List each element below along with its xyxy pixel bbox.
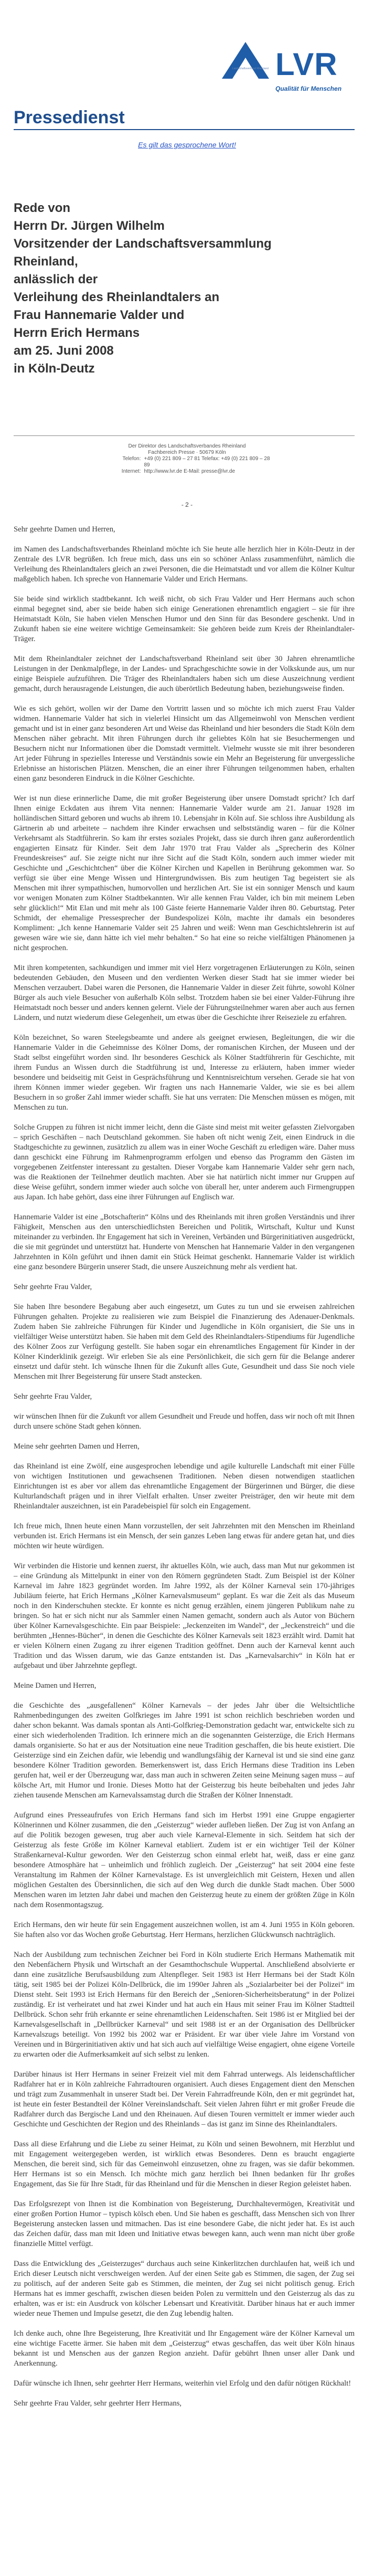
phone-value: +49 (0) 221 809 – 27 81 Telefax: +49 (0) 221 809 – 28 89	[144, 456, 270, 468]
page-title: Pressedienst	[14, 108, 125, 127]
lvr-logo	[217, 37, 342, 105]
title-line: Vorsitzender der Landschaftsversammlung Rheinland,	[14, 237, 272, 269]
paragraph: Aufgrund eines Presseaufrufes von Erich Hermans fand sich im Herbst 1991 eine Gruppe engagierter Kölnerinnen und Kölner zusammen, die den „Geisterzug“ wieder aufleben ließen. Der Zug ist von Anfang an auf die Politik bezogen gewesen, trug aber auch viele Karneval-Elemente in sich. Seitdem hat sich der Geisterzug als feste Größe im Kölner Karneval etabliert. Zudem ist er ein wichtiger Teil der Kölner Straßenkarneval-Kultur geworden. Wer den Geisterzug schon einmal erlebt hat, weiß, dass er eine ganz besondere Atmosphäre hat – unheimlich und fröhlich zugleich. Der „Geisterzug“ hat seit 2004 eine feste Veranstaltung im Rahmen der Kölner Karnevalstage. Es ist unvergleichlich mit Geistern, Hexen und allen möglichen Gestalten des Übersinnlichen, die sich auf den Weg durch die dunkle Stadt machen. Über 5000 Menschen waren im letzten Jahr dabei und machen den Geisterzug heute zu einem der größten Züge in Köln nach dem Rosenmontagszug.	[14, 1811, 355, 1909]
paragraph: Sie haben Ihre besondere Begabung aber auch eingesetzt, um Gutes zu tun und sie erweisen zahlreichen Führungen gehalten. Projekte zu realisieren wie zum Beispiel die Finanzierung des Adenauer-Denkmals. Zudem haben Sie zahlreiche Führungen für Kinder und Jugendliche in Köln organisiert, die Sie uns in vielfältiger Weise unterstützt haben. Sie haben mit dem Geld des Rheinlandtalers-Stipendiums für Jugendliche des Kölner Zoos zur Verfügung gestellt. Sie haben sogar ein ehrenamtliches Engagement für Kinder in der Kölner Kinderklinik gezeigt. Wir erleben Sie als eine Persönlichkeit, die sich gern für die Belange anderer einsetzt und dafür steht. Ich wünsche Ihnen für die Zukunft alles Gute, Gesundheit und dass Sie noch viele Menschen mit Ihrer Begeisterung für unsere Stadt anstecken.	[14, 1303, 355, 1381]
contact-department: Fachbereich Presse · 50679 Köln	[148, 450, 226, 455]
contact-divider	[14, 435, 355, 436]
paragraph: Köln bezeichnet, So waren Steelegsbeamte und andere als geeignet erwiesen, Begleitungen, die wir die Hannemarie Valder in die Geheimnisse des Kölner Doms, der romanischen Kirchen, der Museen und der Stadt selbst eingeführt worden sind. Ihr besonderes Geschick als Kölner Stadtführerin für Geschichte, mit ihrem Fundus an Wissen durch die Stadtführung ist und, Interesse zu erläutern, haben immer wieder besondere und beidseitig mit Geist in Gesprächsführung und Kenntnisreichtum versehen. Gerade sie hat von ihrem Können immer wieder gegeben. Wir fragten uns nach Hannemarie Valder, wie sie es bei allem Besuchern in so großer Zahl immer wieder schafft. Sie hat uns verraten: Die Menschen müssen es mögen, mit Menschen zu tun.	[14, 1034, 355, 1112]
title-line: am 25. Juni 2008	[14, 344, 114, 358]
paragraph: Ich freue mich, Ihnen heute einen Mann vorzustellen, der seit Jahrzehnten mit den Menschen im Rheinland verbunden ist. Erich Hermans ist ein Mensch, der sein ganzes Leben lang etwas für andere getan hat, und dies möchten wir heute würdigen.	[14, 1522, 355, 1550]
paragraph: Sehr geehrte Frau Valder,	[14, 1283, 92, 1291]
signoff-salutation: Dafür wünsche ich Ihnen, sehr geehrter Herr Hermans, weiterhin viel Erfolg und den dafür nötigen Rückhalt!	[14, 2379, 351, 2388]
paragraph: Dass die Entwicklung des „Geisterzuges“ durchaus auch seine Kinkerlitzchen durchlaufen hat, weiß ich und Erich dieser Leutsch nicht verschweigen werden. Auf der einen Seite gab es Stimmen, die sagen, der Zug sei zu politisch, auf der anderen Seite gab es Stimmen, die meinten, der Zug sei nicht politisch genug. Erich Hermans hat es immer geschafft, zwischen diesen beiden Polen zu vermitteln und den Geisterzug als das zu erhalten, was er ist: ein Ausdruck von kölscher Lebensart und Kreativität. Darüber hinaus hat er auch immer wieder neue Themen und Impulse gesetzt, die den Zug lebendig halten.	[14, 2260, 355, 2318]
title-line: anlässlich der	[14, 272, 98, 286]
paragraph: Darüber hinaus ist Herr Hermans in seiner Freizeit viel mit dem Fahrrad unterwegs. Als leidenschaftlicher Radfahrer hat er in Köln zahlreiche Fahrradtouren organisiert. Auch dieses Engagement dient den Menschen und trägt zum Zusammenhalt in unserer Stadt bei. Der Verein Fahrradfreunde Köln, den er mit gegründet hat, ist heute ein fester Bestandteil der Kölner Vereinslandschaft. Seit vielen Jahren führt er mit großer Freude die Radfahrer durch das Bergische Land und den Rheinauen. Auf diesen Touren vermittelt er immer wieder auch Geschichte und Geschichten der Region und des Rheinlands – das ist ganz im Sinne des Rheinlandtalers.	[14, 2070, 355, 2128]
page-number: - 2 -	[181, 501, 193, 508]
internet-label: Internet:	[121, 469, 141, 474]
title-line: Herrn Dr. Jürgen Wilhelm	[14, 219, 165, 233]
closing-paragraph: Sehr geehrte Frau Valder, sehr geehrter Herr Hermans,	[14, 2399, 182, 2408]
paragraph: Wie es sich gehört, wollen wir der Dame den Vortritt lassen und so möchte ich mich zuerst Frau Valder widmen. Hannemarie Valder hat sich in vielerlei Hinsicht um das Allgemeinwohl von Menschen verdient gemacht und ist in einer ganz besonderen Art und Weise das Rheinland und hier besonders die Stadt Köln dem Menschen näher gebracht. Mit ihren Führungen durch ihr geliebtes Köln hat sie Besuchermengen und Besuchern nicht nur Informationen über die Domstadt vermittelt. Vielmehr wusste sie mit ihrer besonderen Art jeder Führung in spezielles Interesse und Verständnis sowie ein Mehr an Begeisterung für unvergessliche Erlebnisse an historischen Plätzen. Menschen, die an einer ihrer Führungen teilgenommen haben, erhalten einen ganz besonderen Eindruck in die Kölner Geschichte.	[14, 705, 355, 783]
speech-title	[14, 199, 328, 378]
paragraph: Meine Damen und Herren,	[14, 1681, 97, 1690]
paragraph: Meine sehr geehrten Damen und Herren,	[14, 1442, 140, 1451]
paragraph: Ich denke auch, ohne Ihre Begeisterung, Ihre Kreativität und Ihr Engagement wäre der Kölner Karneval um eine wichtige Facette ärmer. Sie haben mit dem „Geisterzug“ etwas geschaffen, das weit über Köln hinaus bekannt ist und Menschen aus der ganzen Region anzieht. Dafür gebührt Ihnen unser aller Dank und Anerkennung.	[14, 2329, 355, 2368]
phone-label: Telefon:	[122, 456, 141, 462]
paragraph: Das Erfolgsrezept von Ihnen ist die Kombination von Begeisterung, Durchhaltevermögen, Kreativität und einer großen Portion Humor – typisch kölsch eben. Und Sie haben es geschafft, dass Menschen sich von Ihrer Begeisterung anstecken lassen und mitmachen. Das ist eine besondere Gabe, die nicht jeder hat. Es ist auch das Zeichen dafür, dass man mit Ideen und Initiative etwas bewegen kann, auch wenn man nicht über große finanzielle Mittel verfügt.	[14, 2200, 355, 2248]
paragraph: Mit ihren kompetenten, sachkundigen und immer mit viel Herz vorgetragenen Erläuterungen zu Köln, seinen bedeutenden Gebäuden, den Museen und den verdienten Werken dieser Stadt hat sie immer wieder bei Menschen verzaubert. Dabei waren die Personen, die Hannemarie Valder in dieser Zeit führte, sowohl Kölner Bürger als auch viele Besucher von außerhalb Köln selbst. Trotzdem haben sie bei einer Valder-Führung ihre Heimatstadt noch besser und anders kennen gelernt. Viele der Führungsteilnehmer waren aber auch aus fernen Ländern, und nutzt wiederum diese Gelegenheit, um etwas über die Geschichte ihrer Reiseziele zu erfahren.	[14, 964, 355, 1022]
logo-wordmark: LVR	[275, 47, 338, 82]
lvr-emblem-icon	[217, 37, 274, 84]
paragraph: die Geschichte des „ausgefallenen“ Kölner Karnevals – der jedes Jahr über die Weltsichtliche Rahmenbedingungen des zweiten Golfkrieges im Jahre 1991 ist schon reichlich beschrieben worden und daher schon bekannt. Was damals spontan als Anti-Golfkrieg-Demonstration gedacht war, entwickelte sich zu einer sich wiederholenden Tradition. Ich erinnere mich an die sogenannten Geisterzüge, die Erich Hermans damals organisierte. So hat er aus der Notsituation eine neue Tradition geschaffen, die bis heute existiert. Die Geisterzüge sind ein Zeichen dafür, wie lebendig und wandlungsfähig der Karneval ist und sie sind eine ganz besondere Kölner Tradition geworden. Bemerkenswert ist, dass Erich Hermans diese Tradition ins Leben gerufen hat, weil er der Überzeugung war, dass man auch in schweren Zeiten seine Meinung sagen muss – auf kölsche Art, mit Humor und Ironie. Dieses Motto hat der Geisterzug bis heute beibehalten und jedes Jahr ziehen tausende Menschen am Karnevalssamstag durch die Straßen der Kölner Innenstadt.	[14, 1701, 355, 1800]
logo-tagline: Qualität für Menschen	[275, 85, 342, 92]
paragraph: Nach der Ausbildung zum technischen Zeichner bei Ford in Köln studierte Erich Hermans Mathematik mit den Nebenfächern Physik und Wirtschaft an der Gesamthochschule Wuppertal. Anschließend absolvierte er dann eine zusätzliche Berufsausbildung zum Altenpfleger. Seit 1983 ist Herr Hermans bei der Stadt Köln tätig, seit 1985 bei der Polizei Köln-Dellbrück, die im 1990er Jahren als „Sozialarbeiter bei der Polizei“ im Dienst steht. Seit 1993 ist Erich Hermans für den Bereich der „Senioren-Sicherheitsberatung“ in der Polizei zuständig. Er ist verheiratet und hat zwei Kinder und hat auch ein Haus mit seiner Frau im Kölner Stadtteil Dellbrück. Schon sehr früh erkannte er seine ehrenamtlichen Leidenschaften. Seit 1986 ist er Mitglied bei der Karnevalsgesellschaft in „Dellbrücker Karneval“ und seit 1988 ist er an der Organisation des Dellbrücker Karnevalszugs beteiligt. Von 1992 bis 2002 war er Präsident. Er war über viele Jahre im Vorstand von Vereinen und in Bürgerinitiativen aktiv und hat sich auch auf vielfältige Weise engagiert, ohne eigene Vorteile zu erwarten oder die Aufmerksamkeit auf sich selbst zu lenken.	[14, 1951, 355, 2059]
paragraph: Solche Gruppen zu führen ist nicht immer leicht, denn die Gäste sind meist mit weiter gefassten Zielvorgaben – sprich Geschäften – nach Deutschland gekommen. Sie haben oft nicht wenig Zeit, einen Eindruck in die Stadtgeschichte zu gewinnen, zusätzlich zu allem was in einer Woche Geschäft zu erledigen wäre. Daher muss dann geschickt eine Führung im Rahmenprogramm erfolgen und ebenso das Programm den Gästen im vorgegebenen Zeitfenster interessant zu gestalten. Dieser Vorgabe kam Hannemarie Valder sehr gern nach, was die Reaktionen der Teilnehmer deutlich machten. Aber sie hat natürlich nicht immer nur Gruppen auf diese Weise geführt, sondern immer wieder auch solche von überall her, unter anderem auch Firmengruppen aus Japan. Ich habe gehört, dass eine ihrer Führungen auf Englisch war.	[14, 1123, 355, 1201]
paragraph: Erich Hermans, den wir heute für sein Engagement auszeichnen wollen, ist am 4. Juni 1955 in Köln geboren. Sie haften also vor das Wochen große Geburtstag. Herr Hermans, herzlichen Glückwunsch nachträglich.	[14, 1921, 355, 1939]
paragraph: Hannemarie Valder ist eine „Botschafterin“ Kölns und des Rheinlands mit ihren großen Verständnis und ihrer Fähigkeit, Menschen aus den unterschiedlichsten Bereichen und Politik, Wirtschaft, Kultur und Kunst miteinander zu verbinden. Ihr Engagement hat sich in Vereinen, Verbänden und Bürgerinitiativen ausgedrückt, die sie mit gegründet und unterstützt hat. Hunderte von Menschen hat Hannemarie Valder in den vergangenen Jahrzehnten in Köln geführt und ihnen damit ein Stück Heimat geschenkt. Hannemarie Valder ist wirklich eine ganz besondere Bürgerin unserer Stadt, die unsere Auszeichnung mehr als verdient hat.	[14, 1213, 355, 1271]
contact-block	[0, 443, 374, 475]
paragraph: Wer ist nun diese erinnerliche Dame, die mit großer Begeisterung über unsere Domstadt spricht? Ich darf Ihnen einige Eckdaten aus ihrem Vita nennen: Hannemarie Valder wurde am 21. Januar 1928 im holländischen Sittard geboren und wuchs ab ihrem 10. Lebensjahr in Köln auf. Sie schloss ihre Ausbildung als Gärtnerin ab und arbeitete – nachdem ihre Kinder erwachsen und selbstständig waren – für die Kölner Verkehrsamt als Stadtführerin. So kam ihr erstes soziales Projekt, dass sie durch ihren ganz außerordentlich engagierten Einsatz für Kinder. Seit dem Jahr 1970 trat Frau Valder als „Sprecherin des Kölner Freundeskreises“ auf. Sie zeigte nicht nur ihre Sicht auf die Stadt Köln, sondern auch immer wieder mit Geschichte und „Geschichtchen“ über die Kölner Kirchen und Kapellen in Berührung gekommen war. So verfügt sie über eine Menge Wissen und Hintergrundwissen. Bis zum heutigen Tag begeistert sie als Menschen mit ihrer sympathischen, humorvollen und herzlichen Art. Sie ist ein sonniger Mensch und kaum vor wenigen Monaten zum Kölner Stadtbekannten. Wir alle kennen Frau Valder, ich bin mit meinem Leben sehr glücklich!“ Mit Elan und mit mehr als 100 Gäste feierte Hannemarie Valder ihren 80. Geburtstag. Peter Schmidt, der ehemalige Pressesprecher der Bundespolizei Köln, machte ihr damals ein besonderes Kompliment: „Ich kenne Hannemarie Valder seit 25 Jahren und weiß: Wenn man Geschichtslehrerin ist auf gewesen wäre wie sie, dann hätte ich viel mehr behalten.“ So hat eine so reiche vielfältigen Phänomenen ja nicht gesprochen.	[14, 794, 355, 952]
paragraph: Wir verbinden die Historie und kennen zuerst, ihr aktuelles Köln, wie auch, dass man Mut nur gekommen ist – eine Gründung als Mittelpunkt in einer von den Römern gegründeten Stadt. Zum Beispiel ist der Kölner Karneval im Jahre 1823 gegründet worden. Im Jahre 1992, als der Kölner Karneval sein 170-jähriges Jubiläum feierte, hat Erich Hermans „Kölner Karnevalsmuseum“ geplant. Es war die Zeit als das Museum noch in den Kinderschuhen steckte. Er konnte es nicht genug erzählen, einem jüngeren Publikum nahe zu bringen. So hat er sich nicht nur als Sammler einen Namen gemacht, sondern auch als Autor von Büchern über Kölner Karnevalsgeschichte. Ein paar Beispiele: „Jeckenzeiten im Wandel“, der „Jeckenstreich“ und die berühmten „Hennes-Bücher“, in denen die Geschichte des Kölner Karnevals seit 1823 erzählt wird. Damit hat er vielen Kölnern einen Zugang zu ihrer eigenen Tradition geöffnet. Denn auch der Karneval kennt auch Tradition und das Wissen darum, wie das Ganze entstanden ist. Das „Karnevalsarchiv“ in Köln hat er aufgebaut und über Jahrzehnte gepflegt.	[14, 1562, 355, 1670]
contact-internet-row	[0, 469, 374, 475]
contact-issuer: Der Direktor des Landschaftsverbandes Rheinland	[128, 443, 246, 449]
logo-small-caption: Landschaftsverband Rheinland	[232, 67, 269, 70]
paragraph: Sehr geehrte Damen und Herren,	[14, 525, 115, 534]
title-line: Frau Hannemarie Valder und	[14, 308, 185, 322]
paragraph: Sie beide sind wirklich stadtbekannt. Ich weiß nicht, ob sich Frau Valder und Herr Hermans auch schon einmal begegnet sind, aber sie beide haben sich einige Generationen ehrenamtlich engagiert – sie für ihre Heimatstadt Köln, Sie haben vielen Menschen Humor und den Sinn für das Besondere geschenkt. Und in Zukunft haben sie eine weitere wichtige Gemeinsamkeit: Sie gehören beide zum Kreis der Rheinlandtaler-Träger.	[14, 595, 355, 643]
paragraph: Mit dem Rheinlandtaler zeichnet der Landschaftsverband Rheinland seit über 30 Jahren ehrenamtliche Leistungen in der Denkmalpflege, in der Landes- und Sprachgeschichte sowie in der Volkskunde aus, um nur einige Beispiele aufzuführen. Die Träger des Rheinlandtalers haben sich um diese Auszeichnung verdient gemacht, durch herausragende Leistungen, die auch überörtlich Bedeutung haben, beziehungsweise finden.	[14, 655, 355, 693]
header-divider	[14, 129, 355, 130]
title-line: Herrn Erich Hermans	[14, 326, 140, 340]
paragraph: Sehr geehrte Frau Valder,	[14, 1392, 92, 1401]
paragraph: Dass all diese Erfahrung und die Liebe zu seiner Heimat, zu Köln und seinen Bewohnern, mit Herzblut und mit Engagement weitergegeben werden, ist wirklich etwas Besonderes. Denn es braucht engagierte Menschen, die bereit sind, sich für das Gemeinwohl einzusetzen, ohne zu fragen, was sie dafür bekommen. Herr Hermans ist so ein Mensch. Ich möchte mich ganz herzlich bei Ihnen bedanken für Ihr großes Engagement, das Sie für Ihre Stadt, für das Rheinland und für die Menschen in dieser Region geleistet haben.	[14, 2140, 355, 2188]
paragraph: wir wünschen Ihnen für die Zukunft vor allem Gesundheit und Freude und hoffen, dass wir noch oft mit Ihnen durch unsere schöne Stadt gehen können.	[14, 1412, 355, 1431]
title-line: Verleihung des Rheinlandtalers an	[14, 290, 220, 304]
paragraph: das Rheinland ist eine Zwölf, eine ausgesprochen lebendige und agile kulturelle Landschaft mit einer Fülle von wichtigen Institutionen und gewachsenen Traditionen. Neben diesen notwendigen staatlichen Einrichtungen ist es aber vor allem das ehrenamtliche Engagement der Bürgerinnen und Bürger, die diese Kulturlandschaft prägen und in ihrer Vielfalt erhalten. Unser zweiter Preisträger, den wir heute mit dem Rheinlandtaler auszeichnen, ist ein Paradebeispiel für solch ein Engagement.	[14, 1462, 355, 1510]
internet-value[interactable]: http://www.lvr.de E-Mail: presse@lvr.de	[144, 469, 236, 474]
title-line: Rede von	[14, 201, 71, 215]
title-line: in Köln-Deutz	[14, 361, 95, 376]
contact-phone-row	[0, 456, 374, 469]
speech-body	[14, 525, 355, 2419]
spoken-word-note: Es gilt das gesprochene Wort!	[138, 141, 236, 149]
paragraph: im Namen des Landschaftsverbandes Rheinland möchte ich Sie heute alle herzlich hier in Köln-Deutz in der Zentrale des LVR begrüßen. Ich freue mich, dass uns ein so schöner Anlass zusammenführt, nämlich die Verleihung des Rheinlandtalers gleich an zwei Personen, die die Heimatstadt und vor allem die Kölner Kultur maßgeblich haben. Ich spreche von Hannemarie Valder und Erich Hermans.	[14, 545, 355, 583]
